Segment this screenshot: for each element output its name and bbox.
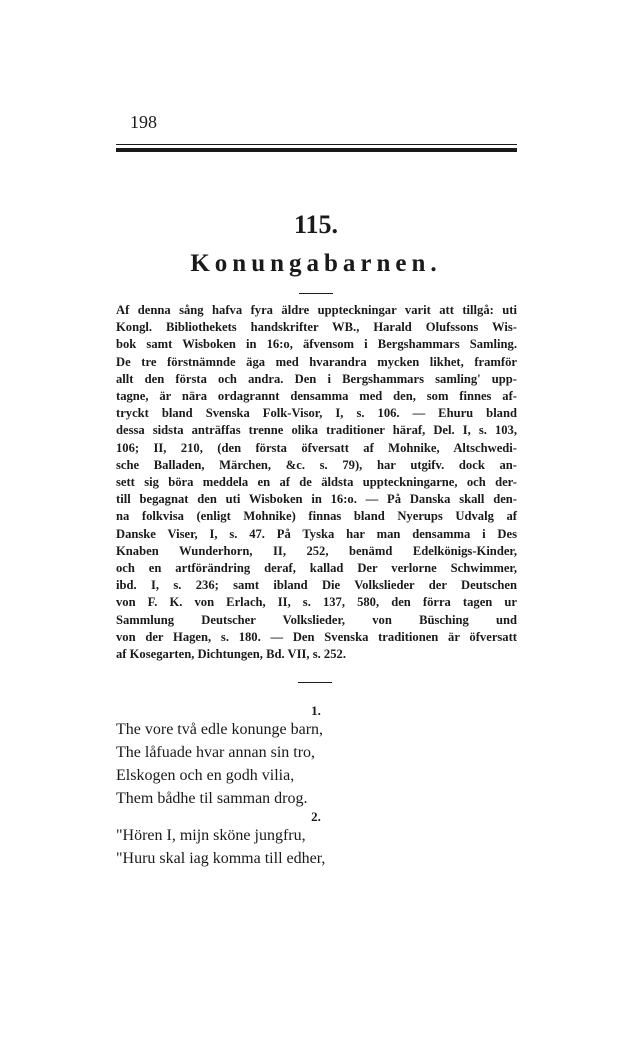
intro-line: 106; II, 210, (den första öfversatt af Mohnike, Altschwedi- bbox=[116, 440, 517, 455]
intro-line: allt den första och andra. Den i Bergshammars samling' upp- bbox=[116, 371, 517, 386]
title-divider bbox=[299, 293, 333, 294]
intro-line: af Kosegarten, Dichtungen, Bd. VII, s. 252. bbox=[116, 647, 346, 662]
verse-line: Elskogen och en godh vilia, bbox=[116, 767, 295, 784]
intro-line: dessa sidsta anträffas trenne olika traditioner häraf, Del. I, s. 103, bbox=[116, 423, 517, 438]
intro-line: sett sig böra meddela en af de äldsta uppteckningarne, och der- bbox=[116, 475, 517, 490]
intro-line: von F. K. von Erlach, II, s. 137, 580, den förra tagen ur bbox=[116, 595, 517, 610]
section-divider bbox=[298, 682, 332, 683]
intro-line: Kongl. Bibliothekets handskrifter WB., Harald Olufssons Wis- bbox=[116, 320, 517, 335]
verse bbox=[116, 824, 517, 870]
intro-line: bok samt Wisboken in 16:o, äfvensom i Bergshammars Samling. bbox=[116, 337, 517, 352]
song-title: Konungabarnen. bbox=[190, 250, 442, 277]
verse-line: "Huru skal iag komma till edher, bbox=[116, 850, 326, 867]
verse-line: "Hören I, mijn sköne jungfru, bbox=[116, 827, 306, 844]
verse bbox=[116, 718, 517, 810]
intro-line: von der Hagen, s. 180. — Den Svenska traditionen är öfversatt bbox=[116, 629, 517, 644]
intro-line: Knaben Wunderhorn, II, 252, benämd Edelkönigs-Kinder, bbox=[116, 543, 517, 558]
song-number: 115. bbox=[293, 210, 339, 239]
verse-number: 1. bbox=[311, 703, 321, 718]
intro-line: tryckt bland Svenska Folk-Visor, I, s. 106. — Ehuru bland bbox=[116, 406, 517, 421]
verse-number: 2. bbox=[311, 809, 321, 824]
intro-line: Sammlung Deutscher Volkslieder, von Büsching und bbox=[116, 612, 517, 627]
intro-line: ibd. I, s. 236; samt ibland Die Volkslieder der Deutschen bbox=[116, 578, 517, 593]
intro-paragraph bbox=[116, 302, 517, 663]
page-number: 198 bbox=[130, 112, 157, 132]
verse-line: The låfuade hvar annan sin tro, bbox=[116, 744, 316, 761]
intro-line: sche Balladen, Märchen, &c. s. 79), har utgifv. dock an- bbox=[116, 457, 517, 472]
intro-line: Danske Viser, I, s. 47. På Tyska har man densamma i Des bbox=[116, 526, 517, 541]
intro-line: till begagnat den uti Wisboken in 16:o. — På Danska skall den- bbox=[116, 492, 517, 507]
intro-line: De tre förstnämnde äga med hvarandra mycken likhet, framför bbox=[116, 354, 517, 369]
intro-line: na folkvisa (enligt Mohnike) finnas bland Nyerups Udvalg af bbox=[116, 509, 517, 524]
header-rule bbox=[116, 148, 517, 152]
verse-line: Them bådhe til samman drog. bbox=[116, 790, 308, 807]
verse-line: The vore två edle konunge barn, bbox=[116, 721, 324, 738]
intro-line: och en artförändring deraf, kallad Der verlorne Schwimmer, bbox=[116, 561, 517, 576]
intro-line: tagne, är nära ordagrannt densamma med den, som finnes af- bbox=[116, 389, 517, 404]
intro-line: Af denna sång hafva fyra äldre uppteckningar varit att tillgå: uti bbox=[116, 303, 517, 317]
